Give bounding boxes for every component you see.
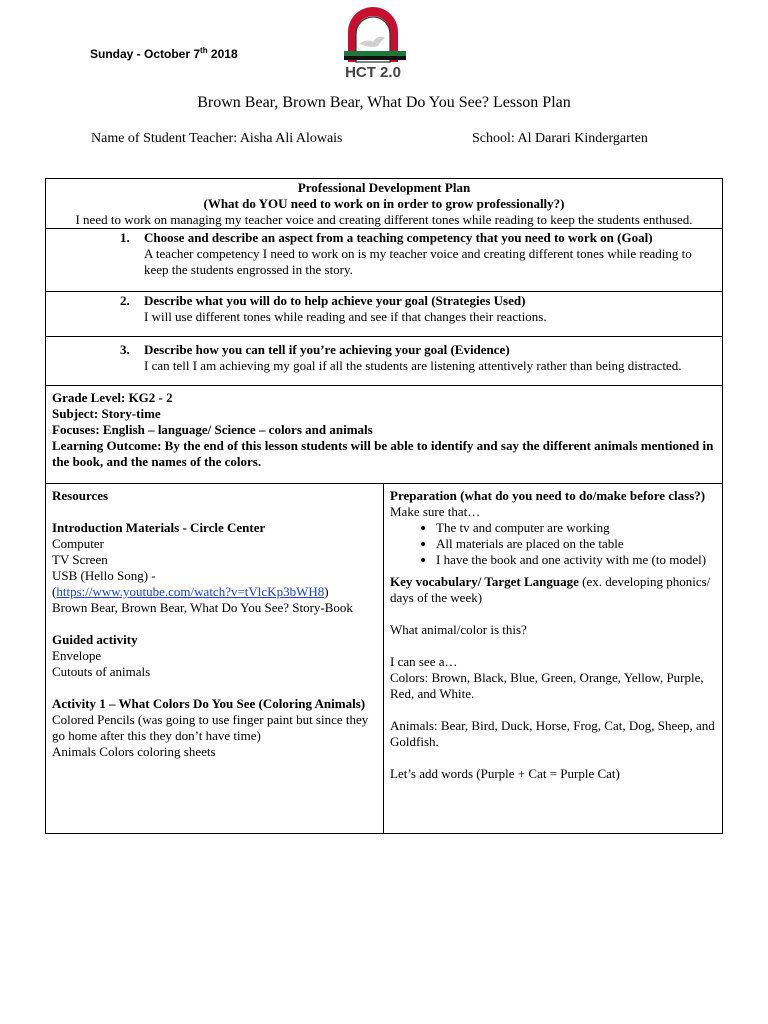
hct-logo	[332, 4, 414, 84]
student-teacher-name: Name of Student Teacher: Aisha Ali Alowais	[91, 131, 343, 146]
pd-item-strategies	[46, 292, 722, 337]
lesson-info	[46, 386, 722, 484]
target-question: What animal/color is this?	[390, 622, 527, 637]
usb-item: USB (Hello Song) -	[52, 568, 156, 583]
guided-item: Cutouts of animals	[52, 664, 151, 679]
learning-outcome: Learning Outcome: By the end of this lesson students will be able to identify and say the different animals mentioned in the book, and the names of the colors.	[52, 438, 714, 469]
key-vocabulary	[390, 574, 716, 606]
subject: Subject: Story-time	[52, 406, 161, 421]
pd-item-question: Describe how you can tell if you’re achieving your goal (Evidence)	[144, 342, 510, 357]
hct-arch-logo-icon	[332, 4, 414, 64]
focuses: Focuses: English – language/ Science – colors and animals	[52, 422, 373, 437]
key-vocabulary-note: (ex. developing phonics/ days of the week)	[390, 574, 711, 605]
pd-item-answer: I will use different tones while reading and see if that changes their reactions.	[144, 309, 547, 324]
document-title: Brown Bear, Brown Bear, What Do You See? Lesson Plan	[197, 94, 571, 111]
lesson-plan-table	[45, 178, 723, 834]
intro-materials-heading: Introduction Materials - Circle Center	[52, 520, 266, 535]
pd-item-question: Choose and describe an aspect from a teaching competency that you need to work on (Goal)	[144, 230, 653, 245]
preparation-bullet: • The tv and computer are working	[436, 520, 716, 536]
colors-list: Colors: Brown, Black, Blue, Green, Orange, Yellow, Purple, Red, and White.	[390, 670, 704, 701]
resources-heading: Resources	[52, 488, 109, 503]
usb-link-close: )	[324, 584, 329, 599]
hello-song-link[interactable]: https://www.youtube.com/watch?v=tVlcKp3bWH8	[56, 584, 325, 599]
pd-item-question: Describe what you will do to help achieve your goal (Strategies Used)	[144, 293, 526, 308]
pd-plan-subheading: (What do YOU need to work on in order to grow professionally?)	[203, 196, 565, 211]
activity1-item: Colored Pencils (was going to use finger paint but since they go home after this they don’t have time)	[52, 712, 369, 743]
date-text: Sunday - October 7	[90, 47, 201, 61]
preparation-list	[390, 520, 716, 568]
key-vocabulary-heading: Key vocabulary/ Target Language	[390, 574, 579, 589]
resources-preparation-row	[46, 484, 722, 833]
preparation-bullet: • All materials are placed on the table	[436, 536, 716, 552]
preparation-bullet: • I have the book and one activity with me (to model)	[436, 552, 716, 568]
pd-item-number: 2.	[120, 293, 130, 308]
activity1-item: Animals Colors coloring sheets	[52, 744, 216, 759]
pd-item-evidence	[46, 337, 722, 386]
pd-item-number: 1.	[120, 230, 130, 245]
logo-text: HCT 2.0	[345, 64, 401, 81]
add-words-example: Let’s add words (Purple + Cat = Purple Cat)	[390, 766, 620, 781]
pd-plan-header	[46, 179, 722, 229]
sentence-starter: I can see a…	[390, 654, 458, 669]
preparation-intro: Make sure that…	[390, 504, 481, 519]
pd-item-number: 3.	[120, 342, 130, 357]
guided-item: Envelope	[52, 648, 102, 663]
pd-item-answer: A teacher competency I need to work on is my teacher voice and creating different tones while reading to keep the students engrossed in the story.	[144, 246, 692, 277]
date-year: 2018	[207, 47, 238, 61]
date-ordinal: th	[200, 46, 208, 55]
activity1-heading: Activity 1 – What Colors Do You See (Coloring Animals)	[52, 696, 366, 711]
intro-item: Computer	[52, 536, 104, 551]
usb-link-line	[52, 584, 377, 600]
storybook-item: Brown Bear, Brown Bear, What Do You See? Story-Book	[52, 600, 353, 615]
guided-activity-heading: Guided activity	[52, 632, 138, 647]
preparation-heading: Preparation (what do you need to do/make before class?)	[390, 488, 706, 503]
resources-column	[46, 484, 384, 833]
usb-link-open: (	[52, 584, 57, 599]
animals-list: Animals: Bear, Bird, Duck, Horse, Frog, Cat, Dog, Sheep, and Goldfish.	[390, 718, 715, 749]
intro-item: TV Screen	[52, 552, 108, 567]
pd-plan-heading: Professional Development Plan	[297, 180, 471, 195]
preparation-column	[384, 484, 722, 833]
lesson-date	[90, 46, 238, 61]
school-name: School: Al Darari Kindergarten	[472, 131, 648, 146]
pd-plan-statement: I need to work on managing my teacher voice and creating different tones while reading to keep the students enthused.	[75, 212, 693, 227]
grade-level: Grade Level: KG2 - 2	[52, 390, 173, 405]
pd-item-answer: I can tell I am achieving my goal if all the students are listening attentively rather than being distracted.	[144, 358, 682, 373]
pd-item-goal	[46, 229, 722, 292]
